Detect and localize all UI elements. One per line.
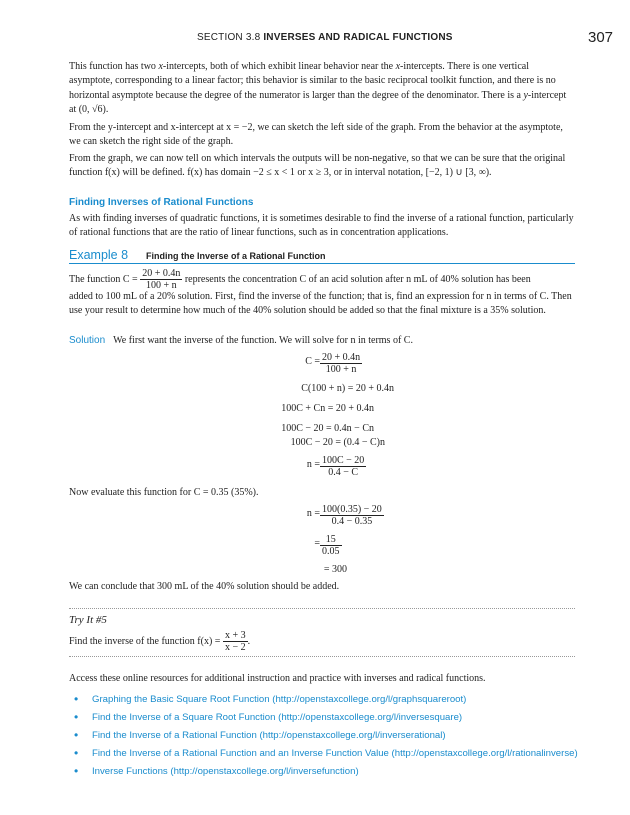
resource-link[interactable]: • Graphing the Basic Square Root Function (http://openstaxcollege.org/l/graphsquareroot)	[74, 692, 467, 706]
bullet-icon: •	[74, 710, 79, 724]
resource-link[interactable]: • Find the Inverse of a Square Root Function (http://openstaxcollege.org/l/inversesquare)	[74, 710, 463, 724]
resources-intro: Access these online resources for additional instruction and practice with inverses and radical functions.	[69, 673, 486, 684]
tryit-text: Find the inverse of the function f(x) = $\frac{x + 3}{x - 2}$ .	[69, 630, 251, 653]
section-heading: Finding Inverses of Rational Functions	[69, 197, 254, 208]
bullet-icon: •	[74, 728, 79, 742]
equation-4: 100C − 20 = 0.4n − Cn	[281, 423, 374, 434]
equation-8: = $\frac{15}{0.05}$	[314, 534, 340, 557]
equation-6: n = $\frac{100C - 20}{0.4 - C}$	[306, 455, 365, 478]
example-statement-line1: The function C = $\frac{20 + 0.4n}{100 + n}$ represents the concentration C of an acid solution after n mL of 40% solution has been	[69, 268, 531, 291]
conclusion-text: We can conclude that 300 mL of the 40% solution should be added.	[69, 581, 340, 592]
example-statement-rest: added to 100 mL of a 20% solution. First, find the inverse of the function; that is, find an expression for n in terms of C. Then use your result to determine how much of the 40% solution should be added so that the final mixture is a 35% solution.	[69, 291, 572, 317]
example-divider	[69, 263, 575, 264]
resource-link[interactable]: • Find the Inverse of a Rational Function and an Inverse Function Value (http://openstaxcollege.org/l/rationalinverse)	[74, 746, 578, 760]
example-title: Finding the Inverse of a Rational Function	[146, 251, 326, 261]
equation-3: 100C + Cn = 20 + 0.4n	[281, 403, 374, 414]
resource-links	[74, 694, 584, 784]
solution-line: Solution We first want the inverse of the function. We will solve for n in terms of C.	[69, 335, 413, 346]
equation-2: C(100 + n) = 20 + 0.4n	[301, 383, 394, 394]
bullet-icon: •	[74, 692, 79, 706]
bullet-icon: •	[74, 746, 79, 760]
resource-link[interactable]: • Find the Inverse of a Rational Function (http://openstaxcollege.org/l/inverserational)	[74, 728, 446, 742]
tryit-fraction: $\frac{x + 3}{x - 2}$	[224, 630, 246, 653]
solution-label: Solution	[69, 335, 106, 346]
tryit-top-rule	[69, 608, 575, 609]
intro-paragraph-2: From the y-intercept and x-intercept at x = −2, we can sketch the left side of the graph. From the behavior at the asymptote, we can sketch the right side of the graph.	[69, 122, 563, 148]
example-label: Example 8	[69, 248, 129, 262]
tryit-title: Try It #5	[69, 614, 107, 626]
intro-paragraph-1: This function has two x-intercepts, both of which exhibit linear behavior near the x-intercepts. There is one vertical asymptote, corresponding to a linear factor; this behavior is similar to the basic reciprocal toolkit function, and there is no horizontal asymptote because the degree of the numerator is larger than the degree of the denominator. There is a y-intercept at (0, √6).	[69, 61, 567, 116]
concentration-fraction: $\frac{20 + 0.4n}{100 + n}$	[142, 268, 181, 291]
equation-9: = 300	[323, 564, 347, 575]
equation-7: n = $\frac{100(0.35) - 20}{0.4 - 0.35}$	[306, 504, 382, 527]
tryit-bottom-rule	[69, 656, 575, 657]
equation-5: 100C − 20 = (0.4 − C)n	[290, 437, 385, 448]
bullet-icon: •	[74, 764, 79, 778]
equation-1: C = $\frac{20 + 0.4n}{100 + n}$	[305, 352, 361, 375]
page-number: 307	[588, 29, 614, 46]
finding-paragraph: As with finding inverses of quadratic functions, it is sometimes desirable to find the inverse of a rational function, particularly of rational functions that are the ratio of linear functions, such as in concentration applications.	[69, 213, 574, 239]
page-header	[0, 30, 630, 46]
section-title: SECTION 3.8 INVERSES AND RADICAL FUNCTIONS	[197, 32, 453, 43]
intro-paragraph-3: From the graph, we can now tell on which intervals the outputs will be non-negative, so that we can be sure that the original function f(x) will be defined. f(x) has domain −2 ≤ x < 1 or x ≥ 3, or in interval notation, [−2, 1) ∪ [3, ∞).	[69, 153, 566, 179]
evaluate-text: Now evaluate this function for C = 0.35 (35%).	[69, 487, 259, 498]
resource-link[interactable]: • Inverse Functions (http://openstaxcollege.org/l/inversefunction)	[74, 764, 359, 778]
